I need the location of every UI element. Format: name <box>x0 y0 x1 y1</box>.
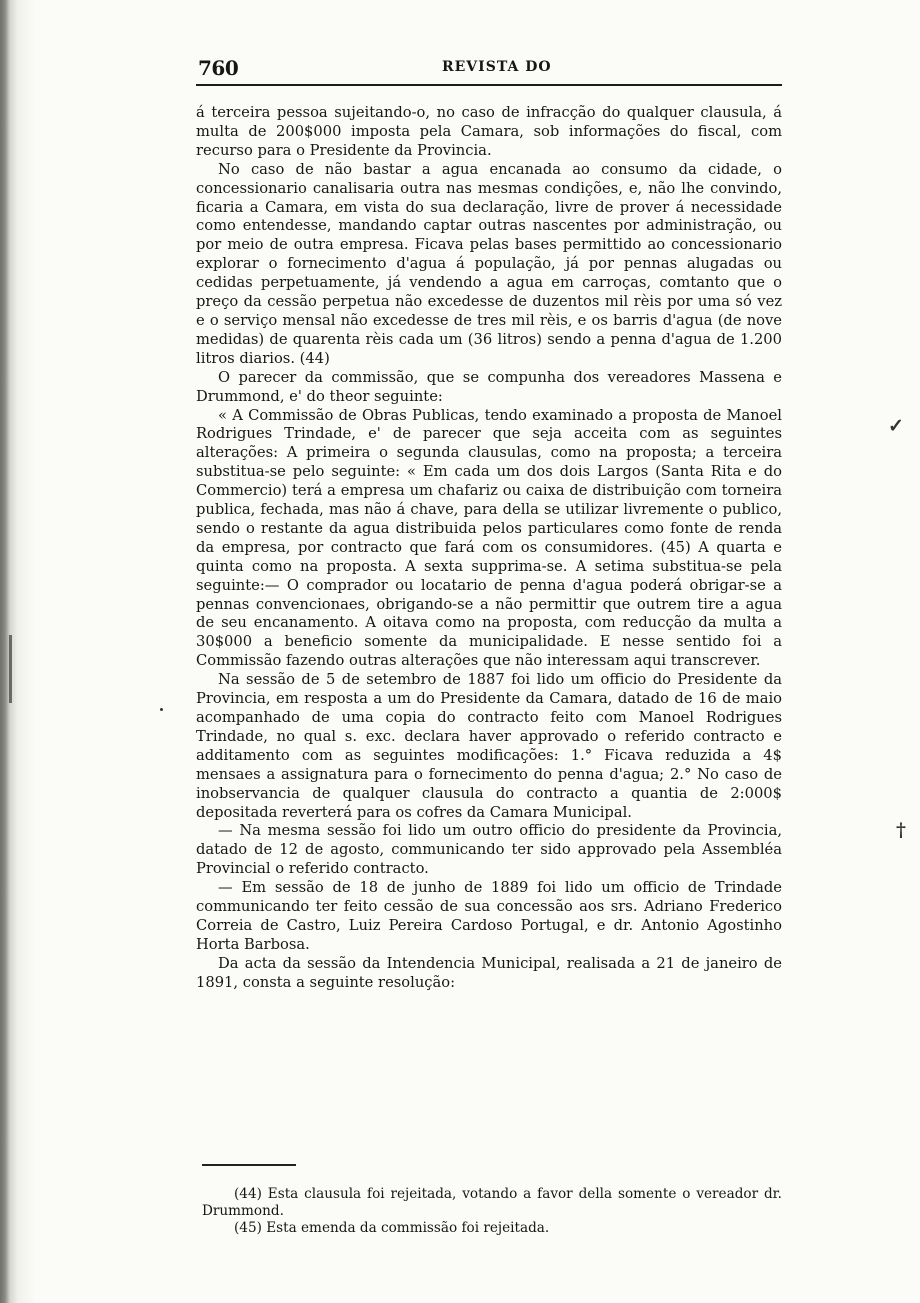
footnotes <box>202 1186 782 1237</box>
document-page <box>196 0 782 1303</box>
quoted-paragraph: « A Commissão de Obras Publicas, tendo examinado a proposta de Manoel Rodrigues Trindade, e' de parecer que seja acceita com as seguintes alterações: A primeira o segunda clausulas, como na proposta; a terceira substitua-se pelo seguinte: « Em cada um dos dois Largos (Santa Rita e do Commercio) terá a empresa um chafariz ou caixa de distribuição com torneira publica, fechada, mas não á chave, para della se utilizar livremente o publico, sendo o restante da agua distribuida pelos particulares como fonte de renda da empresa, por contracto que fará com os consumidores. (45) A quarta e quinta como na proposta. A sexta supprima-se. A setima substitua-se pela seguinte:— O comprador ou locatario de penna d'agua poderá obrigar-se a pennas convencionaes, obrigando-se a não permittir que outrem tire a agua de seu encanamento. A oitava como na proposta, com reducção da multa a 30$000 a beneficio somente da municipalidade. E nesse sentido foi a Commissão fazendo outras alterações que não interessam aqui transcrever. <box>196 406 782 670</box>
paragraph: No caso de não bastar a agua encanada ao consumo da cidade, o concessionario canalisaria outra nas mesmas condições, e, não lhe convindo, ficaria a Camara, em vista do sua declaração, livre de prover á necessidade como entendesse, mandando captar outras nascentes por administração, ou por meio de outra empresa. Ficava pelas bases permittido ao concessionario explorar o fornecimento d'agua á população, já por pennas alugadas ou cedidas perpetuamente, já vendendo a agua em carroças, comtanto que o preço da cessão perpetua não excedesse de duzentos mil rèis por uma só vez e o serviço mensal não excedesse de tres mil rèis, e os barris d'agua (de nove medidas) de quarenta rèis cada um (36 litros) sendo a penna d'agua de 1.200 litros diarios. (44) <box>196 160 782 367</box>
paragraph: — Em sessão de 18 de junho de 1889 foi lido um officio de Trindade communicando ter feito cessão de sua concessão aos srs. Adriano Frederico Correia de Castro, Luiz Pereira Cardoso Portugal, e dr. Antonio Agostinho Horta Barbosa. <box>196 879 782 953</box>
page-number: 760 <box>198 56 239 80</box>
margin-mark-lower: † <box>896 819 906 841</box>
running-head: REVISTA DO <box>442 59 552 75</box>
paragraph: Da acta da sessão da Intendencia Municipal, realisada a 21 de janeiro de 1891, consta a seguinte resolução: <box>196 954 782 991</box>
scan-binding-edge <box>0 0 36 1303</box>
footnote-45: (45) Esta emenda da commissão foi rejeitada. <box>234 1220 550 1236</box>
paragraph: Na sessão de 5 de setembro de 1887 foi lido um officio do Presidente da Provincia, em resposta a um do Presidente da Camara, datado de 16 de maio acompanhado de uma copia do contracto feito com Manoel Rodrigues Trindade, no qual s. exc. declara haver approvado o referido contracto e additamento com as seguintes modificações: 1.° Ficava reduzida a 4$ mensaes a assignatura para o fornecimento do penna d'agua; 2.° No caso de inobservancia de qualquer clausula do contracto a quantia de 2:000$ depositada reverterá para os cofres da Camara Municipal. <box>196 671 782 821</box>
ink-speck <box>160 708 163 711</box>
paragraph: O parecer da commissão, que se compunha dos vereadores Massena e Drummond, e' do theor seguinte: <box>196 368 782 405</box>
page-header <box>196 56 782 86</box>
paragraph: á terceira pessoa sujeitando-o, no caso de infracção do qualquer clausula, á multa de 200$000 imposta pela Camara, sob informações do fiscal, com recurso para o Presidente da Provincia. <box>196 104 782 159</box>
margin-mark-upper: ✓ <box>888 415 904 437</box>
main-text <box>196 104 782 993</box>
header-rule <box>196 84 782 86</box>
footnote-separator <box>202 1164 296 1166</box>
paragraph: — Na mesma sessão foi lido um outro officio do presidente da Provincia, datado de 12 de agosto, communicando ter sido approvado pela Assembléa Provincial o referido contracto. <box>196 822 782 878</box>
footnote-44: (44) Esta clausula foi rejeitada, votando a favor della somente o vereador dr. Drummond. <box>202 1186 782 1219</box>
